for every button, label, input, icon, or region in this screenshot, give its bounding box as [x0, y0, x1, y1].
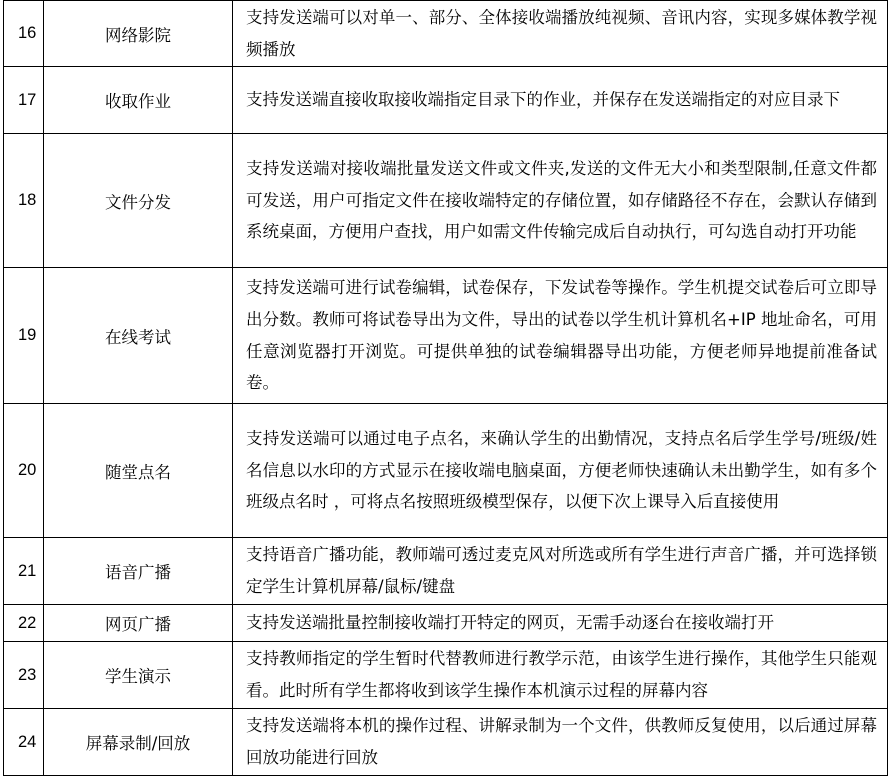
feature-description: 支持语音广播功能，教师端可透过麦克风对所选或所有学生进行声音广播，并可选择锁定学生计算机屏幕/鼠标/键盘 — [233, 538, 888, 605]
row-number: 21 — [4, 538, 44, 605]
table-row — [4, 538, 888, 605]
table-row — [4, 709, 888, 776]
feature-description: 支持发送端直接收取接收端指定目录下的作业，并保存在发送端指定的对应目录下 — [233, 67, 888, 134]
feature-description: 支持发送端可进行试卷编辑，试卷保存，下发试卷等操作。学生机提交试卷后可立即导出分数。教师可将试卷导出为文件，导出的试卷以学生机计算机名+IP 地址命名，可用任意浏览器打开浏览。可提供单独的试卷编辑器导出功能，方便老师异地提前准备试卷。 — [233, 268, 888, 404]
row-number: 20 — [4, 404, 44, 538]
feature-description: 支持发送端可以对单一、部分、全体接收端播放纯视频、音讯内容，实现多媒体教学视频播放 — [233, 1, 888, 67]
row-number: 16 — [4, 1, 44, 67]
table-row — [4, 134, 888, 268]
feature-name: 网页广播 — [44, 605, 233, 642]
feature-name: 文件分发 — [44, 134, 233, 268]
feature-description: 支持教师指定的学生暂时代替教师进行教学示范，由该学生进行操作，其他学生只能观看。此时所有学生都将收到该学生操作本机演示过程的屏幕内容 — [233, 642, 888, 709]
table-row — [4, 1, 888, 67]
feature-description: 支持发送端将本机的操作过程、讲解录制为一个文件，供教师反复使用，以后通过屏幕回放功能进行回放 — [233, 709, 888, 776]
row-number: 17 — [4, 67, 44, 134]
feature-name: 随堂点名 — [44, 404, 233, 538]
row-number: 24 — [4, 709, 44, 776]
feature-table — [3, 0, 888, 776]
feature-name: 在线考试 — [44, 268, 233, 404]
table-row — [4, 404, 888, 538]
feature-name: 语音广播 — [44, 538, 233, 605]
table-row — [4, 268, 888, 404]
feature-description: 支持发送端批量控制接收端打开特定的网页，无需手动逐台在接收端打开 — [233, 605, 888, 642]
feature-name: 屏幕录制/回放 — [44, 709, 233, 776]
row-number: 18 — [4, 134, 44, 268]
feature-name: 收取作业 — [44, 67, 233, 134]
table-row — [4, 67, 888, 134]
table-row — [4, 605, 888, 642]
feature-description: 支持发送端可以通过电子点名，来确认学生的出勤情况，支持点名后学生学号/班级/姓名信息以水印的方式显示在接收端电脑桌面，方便老师快速确认未出勤学生，如有多个班级点名时 ，可将点名按照班级模型保存，以便下次上课导入后直接使用 — [233, 404, 888, 538]
row-number: 23 — [4, 642, 44, 709]
row-number: 22 — [4, 605, 44, 642]
feature-description: 支持发送端对接收端批量发送文件或文件夹,发送的文件无大小和类型限制,任意文件都可发送，用户可指定文件在接收端特定的存储位置，如存储路径不存在，会默认存储到系统桌面，方便用户查找，用户如需文件传输完成后自动执行，可勾选自动打开功能 — [233, 134, 888, 268]
feature-name: 学生演示 — [44, 642, 233, 709]
feature-name: 网络影院 — [44, 1, 233, 67]
row-number: 19 — [4, 268, 44, 404]
table-row — [4, 642, 888, 709]
